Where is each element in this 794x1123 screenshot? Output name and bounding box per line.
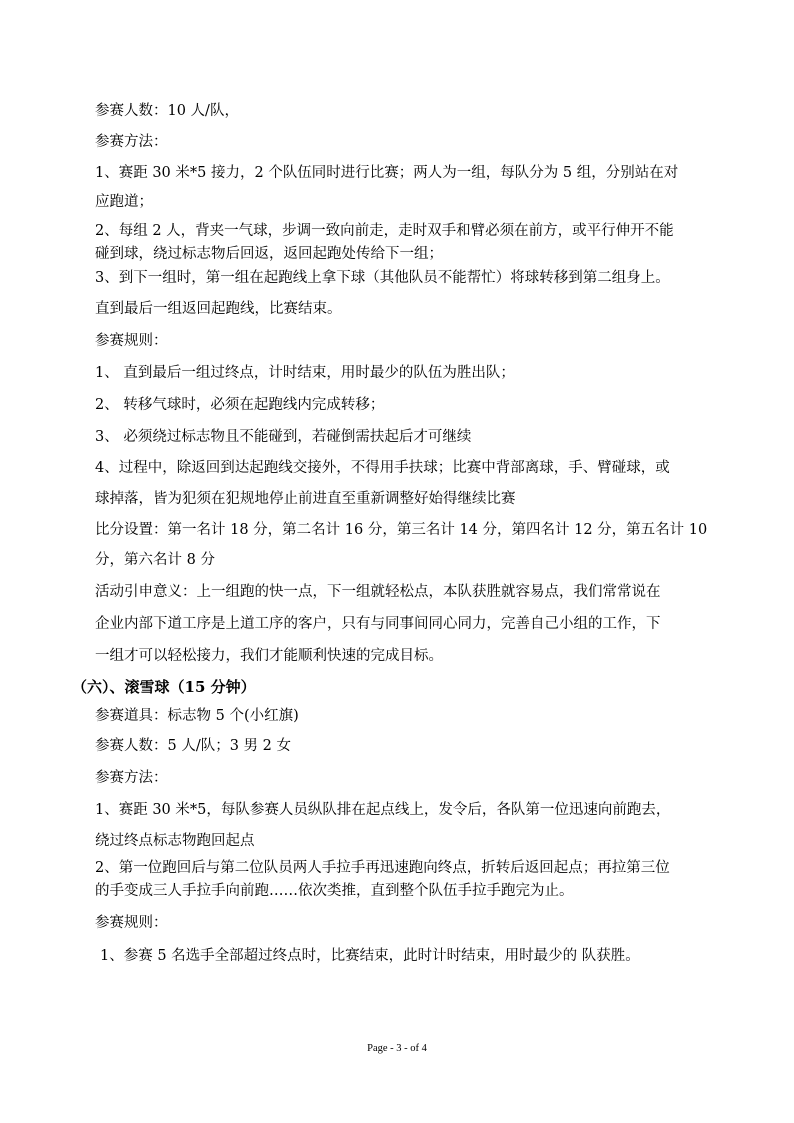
text-line: 3、到下一组时，第一组在起跑线上拿下球（其他队员不能帮忙）将球转移到第二组身上。 bbox=[95, 270, 670, 286]
text-line: 2、每组 2 人，背夹一气球，步调一致向前走，走时双手和臂必须在前方，或平行伸开不能 bbox=[95, 223, 674, 239]
text-line: 活动引申意义：上一组跑的快一点，下一组就轻松点，本队获胜就容易点，我们常常说在 bbox=[95, 584, 661, 600]
text-line: 应跑道； bbox=[95, 194, 153, 210]
text-line: 绕过终点标志物跑回起点 bbox=[95, 833, 255, 849]
text-line: 企业内部下道工序是上道工序的客户，只有与同事间同心同力，完善自己小组的工作，下 bbox=[95, 616, 661, 632]
text-line: 1、参赛 5 名选手全部超过终点时，比赛结束，此时计时结束，用时最少的 队获胜。 bbox=[100, 948, 640, 964]
text-line: 1、赛距 30 米*5，每队参赛人员纵队排在起点线上，发令后，各队第一位迅速向前跑去， bbox=[95, 802, 671, 818]
text-line: 参赛方法： bbox=[95, 134, 168, 150]
text-line: 的手变成三人手拉手向前跑……依次类推，直到整个队伍手拉手跑完为止。 bbox=[95, 883, 574, 899]
text-line: 3、 必须绕过标志物且不能碰到，若碰倒需扶起后才可继续 bbox=[95, 429, 472, 445]
text-line: 2、 转移气球时，必须在起跑线内完成转移； bbox=[95, 397, 385, 413]
text-line: 参赛方法： bbox=[95, 770, 168, 786]
section-heading: （六）、滚雪球（15 分钟） bbox=[72, 678, 256, 696]
text-line: 球掉落，皆为犯须在犯规地停止前进直至重新调整好始得继续比赛 bbox=[95, 491, 516, 507]
text-line: 1、 直到最后一组过终点，计时结束，用时最少的队伍为胜出队； bbox=[95, 365, 515, 381]
text-line: 参赛规则： bbox=[95, 915, 168, 931]
text-line: 参赛人数：10 人/队， bbox=[95, 103, 239, 119]
text-line: 参赛规则： bbox=[95, 333, 168, 349]
text-line: 参赛道具：标志物 5 个(小红旗) bbox=[95, 708, 299, 724]
text-line: 分，第六名计 8 分 bbox=[95, 552, 215, 568]
text-line: 2、第一位跑回后与第二位队员两人手拉手再迅速跑向终点，折转后返回起点；再拉第三位 bbox=[95, 860, 670, 876]
text-line: 参赛人数：5 人/队；3 男 2 女 bbox=[95, 738, 291, 754]
text-line: 碰到球，绕过标志物后回返，返回起跑处传给下一组； bbox=[95, 246, 443, 262]
text-line: 1、赛距 30 米*5 接力，2 个队伍同时进行比赛；两人为一组，每队分为 5 组，分别站在对 bbox=[95, 165, 679, 181]
text-line: 比分设置：第一名计 18 分，第二名计 16 分，第三名计 14 分，第四名计 12 分，第五名计 10 bbox=[95, 522, 708, 538]
text-line: 直到最后一组返回起跑线，比赛结束。 bbox=[95, 301, 342, 317]
text-line: 4、过程中，除返回到达起跑线交接外，不得用手扶球；比赛中背部离球，手、臂碰球，或 bbox=[95, 460, 670, 476]
text-line: 一组才可以轻松接力，我们才能顺利快速的完成目标。 bbox=[95, 648, 443, 664]
page-footer: Page - 3 - of 4 bbox=[367, 1043, 427, 1054]
